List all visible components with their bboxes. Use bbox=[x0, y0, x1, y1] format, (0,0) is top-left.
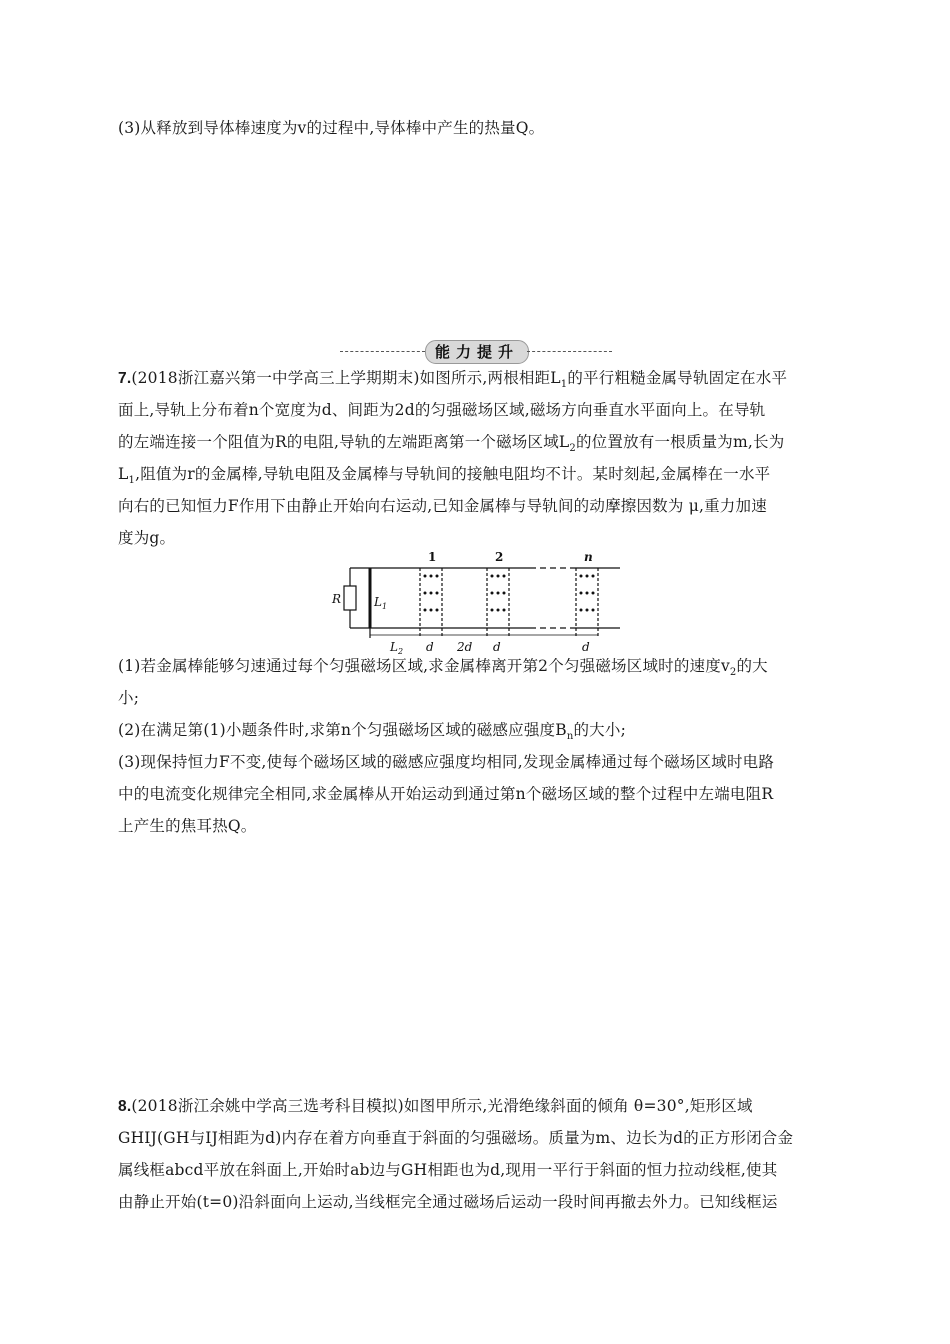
q7-part3-line2: 中的电流变化规律完全相同,求金属棒从开始运动到通过第n个磁场区域的整个过程中左端电阻R bbox=[118, 785, 774, 803]
q7-line4-end: ,阻值为r的金属棒,导轨电阻及金属棒与导轨间的接触电阻均不计。某时刻起,金属棒在一水平 bbox=[135, 465, 771, 483]
q7-part2 bbox=[118, 718, 626, 742]
q7-line1 bbox=[118, 366, 787, 390]
q8-line2: GHIJ(GH与IJ相距为d)内存在着方向垂直于斜面的匀强磁场。质量为m、边长为d的正方形闭合金 bbox=[118, 1129, 794, 1147]
q7-part3-line3: 上产生的焦耳热Q。 bbox=[118, 817, 257, 835]
q7-line4-sub: 1 bbox=[128, 475, 136, 487]
q7-part2-end: 的大小; bbox=[573, 721, 626, 739]
q7-part1-sub: 2 bbox=[729, 667, 737, 679]
region-label-n: n bbox=[584, 550, 593, 564]
q7-part1-line1 bbox=[118, 654, 768, 678]
label-d1: d bbox=[426, 640, 434, 654]
q7-part1-text: (1)若金属棒能够匀速通过每个匀强磁场区域,求金属棒离开第2个匀强磁场区域时的速度v bbox=[118, 657, 730, 675]
q8-number: 8. bbox=[118, 1098, 132, 1115]
q8-line3: 属线框abcd平放在斜面上,开始时ab边与GH相距也为d,现用一平行于斜面的恒力拉动线框,使其 bbox=[118, 1161, 778, 1179]
q7-part2-text: (2)在满足第(1)小题条件时,求第n个匀强磁场区域的磁感应强度B bbox=[118, 721, 567, 739]
q7-line3 bbox=[118, 430, 784, 454]
resistor bbox=[344, 586, 356, 610]
q7-line5: 向右的已知恒力F作用下由静止开始向右运动,已知金属棒与导轨间的动摩擦因数为 μ,重力加速 bbox=[118, 497, 767, 515]
q7-number: 7. bbox=[118, 370, 132, 387]
label-2d: 2d bbox=[457, 640, 473, 654]
header-rule-left bbox=[340, 351, 425, 352]
section-title: 能力提升 bbox=[425, 340, 529, 364]
label-L1: $L_1$ bbox=[374, 595, 388, 611]
section-header bbox=[340, 340, 612, 362]
circuit-figure bbox=[330, 548, 630, 656]
q8-line1 bbox=[118, 1094, 753, 1116]
q8-line1-text: (2018浙江余姚中学高三选考科目模拟)如图甲所示,光滑绝缘斜面的倾角 θ=30°,矩形区域 bbox=[131, 1097, 753, 1115]
q7-line4-start: L bbox=[118, 465, 129, 483]
q7-part2-sub: n bbox=[566, 731, 574, 743]
q7-part1-line2: 小; bbox=[118, 689, 140, 707]
header-rule-right bbox=[527, 351, 612, 352]
q6-part3: (3)从释放到导体棒速度为v的过程中,导体棒中产生的热量Q。 bbox=[118, 119, 545, 137]
q7-line1-end: 的平行粗糙金属导轨固定在水平 bbox=[567, 369, 788, 387]
q7-line3-end: 的位置放有一根质量为m,长为 bbox=[575, 433, 785, 451]
q7-line1-text: (2018浙江嘉兴第一中学高三上学期期末)如图所示,两根相距L bbox=[131, 369, 561, 387]
q7-line3-sub: 2 bbox=[569, 443, 576, 455]
q7-line1-sub: 1 bbox=[560, 379, 568, 391]
q7-line2: 面上,导轨上分布着n个宽度为d、间距为2d的匀强磁场区域,磁场方向垂直水平面向上。在导轨 bbox=[118, 401, 766, 419]
label-d3: d bbox=[582, 640, 590, 654]
region-label-2: 2 bbox=[495, 550, 504, 564]
label-d2: d bbox=[493, 640, 501, 654]
q7-line4 bbox=[118, 462, 770, 486]
region-label-1: 1 bbox=[428, 550, 437, 564]
q7-part1-end: 的大 bbox=[736, 657, 768, 675]
label-L2: $L_2$ bbox=[390, 640, 404, 656]
label-R: R bbox=[332, 592, 342, 606]
q7-part3-line1: (3)现保持恒力F不变,使每个磁场区域的磁感应强度均相同,发现金属棒通过每个磁场区域时电路 bbox=[118, 753, 775, 771]
q8-line4: 由静止开始(t=0)沿斜面向上运动,当线框完全通过磁场后运动一段时间再撤去外力。已知线框运 bbox=[118, 1193, 778, 1211]
q7-line3-text: 的左端连接一个阻值为R的电阻,导轨的左端距离第一个磁场区域L bbox=[118, 433, 570, 451]
q7-line6: 度为g。 bbox=[118, 529, 176, 547]
